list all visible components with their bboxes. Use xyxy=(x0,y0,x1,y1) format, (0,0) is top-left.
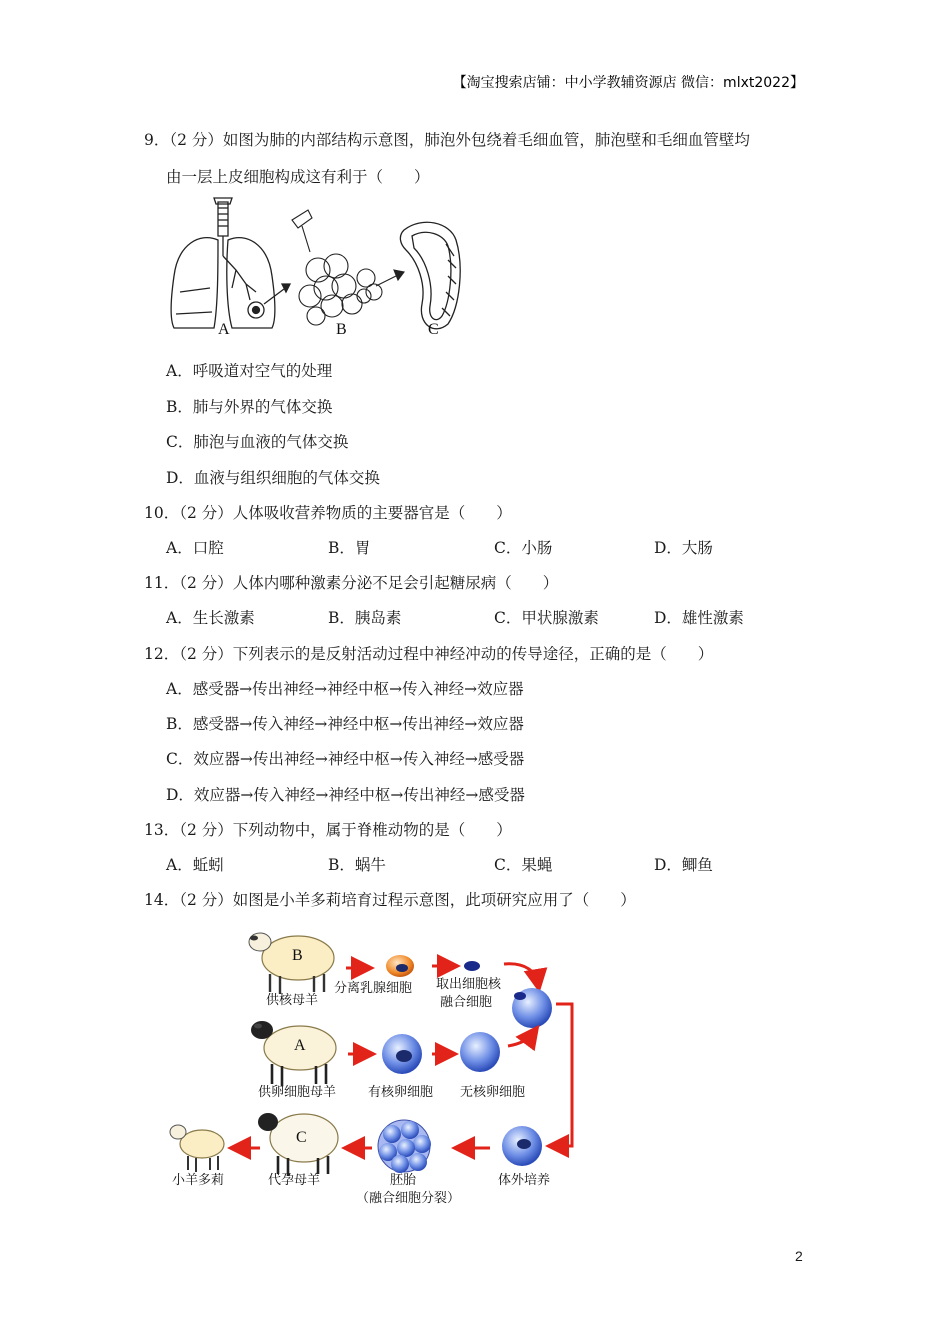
q13-option-c: C．果蝇 xyxy=(494,856,553,874)
label-donor-egg: 供卵细胞母羊 xyxy=(258,1085,337,1100)
sheep-b-letter: B xyxy=(292,947,303,964)
q12-option-a: A．感受器→传出神经→神经中枢→传入神经→效应器 xyxy=(166,680,524,698)
q10-option-a: A．口腔 xyxy=(166,539,224,557)
dolly-cloning-figure xyxy=(160,916,590,1212)
q12-stem: 12．（2 分）下列表示的是反射活动过程中神经冲动的传导途径，正确的是（ ） xyxy=(144,645,714,663)
q12-option-c: C．效应器→传出神经→神经中枢→传入神经→感受器 xyxy=(166,750,525,768)
figure-label-b: B xyxy=(336,321,347,338)
q10-stem: 10．（2 分）人体吸收营养物质的主要器官是（ ） xyxy=(144,504,512,522)
label-dolly: 小羊多莉 xyxy=(172,1173,225,1188)
q12-option-d: D．效应器→传入神经→神经中枢→传出神经→感受器 xyxy=(166,786,525,804)
q9-stem-line1: 9．（2 分）如图为肺的内部结构示意图，肺泡外包绕着毛细血管，肺泡壁和毛细血管壁均 xyxy=(144,131,750,149)
q13-option-d: D．鲫鱼 xyxy=(654,856,713,874)
q9-stem-line2: 由一层上皮细胞构成这有利于（ ） xyxy=(166,168,430,186)
q14-stem: 14．（2 分）如图是小羊多莉培育过程示意图，此项研究应用了（ ） xyxy=(144,891,636,909)
q9-option-a: A．呼吸道对空气的处理 xyxy=(166,362,333,380)
q10-option-b: B．胃 xyxy=(328,539,371,557)
q10-option-c: C．小肠 xyxy=(494,539,553,557)
label-culture: 体外培养 xyxy=(498,1173,551,1188)
label-enucleated-egg: 无核卵细胞 xyxy=(460,1085,526,1100)
label-donor-nucleus: 供核母羊 xyxy=(266,993,319,1008)
sheep-a-letter: A xyxy=(294,1037,306,1054)
figure-label-a: A xyxy=(218,321,230,338)
q12-option-b: B．感受器→传入神经→神经中枢→传出神经→效应器 xyxy=(166,715,524,733)
alveoli-cluster-icon xyxy=(292,210,404,325)
q11-stem: 11．（2 分）人体内哪种激素分泌不足会引起糖尿病（ ） xyxy=(144,574,559,592)
dolly-lamb-icon xyxy=(170,1125,224,1172)
label-fused-cell: 融合细胞 xyxy=(440,995,493,1010)
label-embryo-note: （融合细胞分裂） xyxy=(356,1191,461,1206)
label-nucleated-egg: 有核卵细胞 xyxy=(368,1085,434,1100)
embryo-icon xyxy=(378,1120,431,1173)
q11-option-b: B．胰岛素 xyxy=(328,609,402,627)
figure-label-c: C xyxy=(428,321,439,338)
q9-option-b: B．肺与外界的气体交换 xyxy=(166,398,333,416)
q11-option-a: A．生长激素 xyxy=(166,609,255,627)
label-surrogate: 代孕母羊 xyxy=(268,1173,321,1188)
nucleus-icon xyxy=(464,961,480,971)
arrow-to-fusion-2 xyxy=(508,1032,534,1046)
q10-option-d: D．大肠 xyxy=(654,539,713,557)
q9-option-c: C．肺泡与血液的气体交换 xyxy=(166,433,349,451)
q11-option-c: C．甲状腺激素 xyxy=(494,609,599,627)
enucleated-egg-icon xyxy=(460,1032,500,1072)
label-take-nucleus: 取出细胞核 xyxy=(436,977,502,992)
q13-option-b: B．蜗牛 xyxy=(328,856,386,874)
sheep-c-letter: C xyxy=(296,1129,307,1146)
arrow-fusion-to-culture xyxy=(554,1004,572,1146)
page-number: 2 xyxy=(795,1248,803,1264)
arrow-to-fusion xyxy=(504,964,538,984)
trachea-icon xyxy=(214,198,232,236)
alveolus-capillary-icon xyxy=(400,222,460,329)
lung-structure-figure xyxy=(160,196,470,346)
q13-stem: 13．（2 分）下列动物中，属于脊椎动物的是（ ） xyxy=(144,821,512,839)
label-embryo: 胚胎 xyxy=(390,1173,417,1188)
q11-option-d: D．雄性激素 xyxy=(654,609,744,627)
lungs-icon xyxy=(171,236,290,328)
page-header: 【淘宝搜索店铺：中小学教辅资源店 微信：mlxt2022】 xyxy=(452,75,804,91)
q9-option-d: D．血液与组织细胞的气体交换 xyxy=(166,469,380,487)
q13-option-a: A．蚯蚓 xyxy=(166,856,224,874)
label-separate-cell: 分离乳腺细胞 xyxy=(334,981,413,996)
